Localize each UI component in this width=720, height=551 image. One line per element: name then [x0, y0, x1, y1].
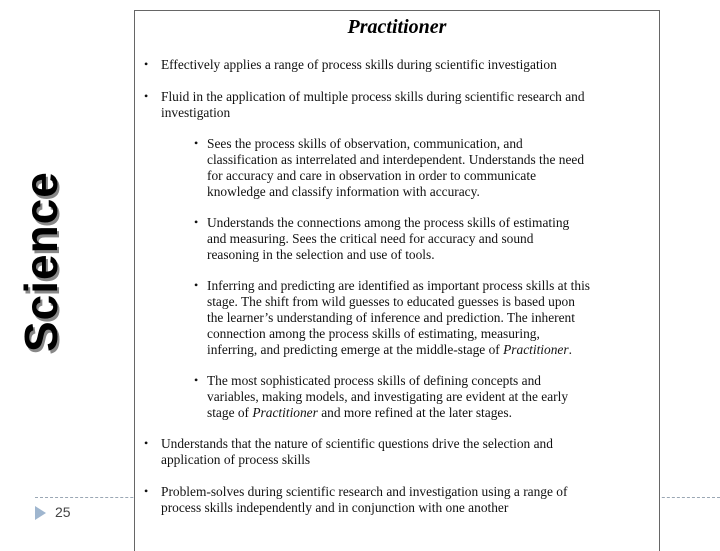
- text-line: variables, making models, and investigating are evident at the early: [207, 388, 569, 404]
- text-line: Inferring and predicting are identified as important process skills at this: [207, 278, 591, 293]
- bullet-item: [144, 89, 585, 121]
- text-segment: stage of: [207, 404, 253, 420]
- text-line: stage. The shift from wild guesses to educated guesses is based upon: [207, 293, 575, 309]
- text-line: Problem-solves during scientific research and investigation using a range of: [161, 484, 568, 499]
- sub-bullet-item: [194, 215, 570, 263]
- text-line: The most sophisticated process skills of defining concepts and: [207, 373, 541, 388]
- bullet-item: [144, 484, 568, 516]
- text-segment: inferring, and predicting emerge at the middle-stage of: [207, 341, 504, 357]
- text-line: [207, 342, 590, 358]
- bullet-item: [144, 57, 557, 73]
- text-line: Understands the connections among the process skills of estimating: [207, 215, 570, 230]
- text-line: classification as interrelated and interdependent. Understands the need: [207, 151, 585, 167]
- bullet-icon: •: [194, 373, 199, 387]
- bullet-icon: •: [144, 89, 149, 103]
- text-line: process skills independently and in conjunction with one another: [161, 499, 509, 515]
- sub-bullet-item: [194, 278, 591, 358]
- text-line: for accuracy and care in observation in order to communicate: [207, 167, 537, 183]
- slide-side-title: Science: [15, 171, 67, 352]
- emphasis-text: Practitioner: [503, 341, 569, 357]
- emphasis-text: Practitioner: [252, 404, 318, 420]
- text-line: Fluid in the application of multiple process skills during scientific research and: [161, 89, 585, 104]
- bullet-icon: •: [194, 136, 199, 150]
- bullet-icon: •: [194, 278, 199, 292]
- text-line: connection among the process skills of estimating, measuring,: [207, 325, 540, 341]
- sub-bullet-item: [194, 136, 585, 200]
- page-number: 25: [55, 504, 71, 520]
- text-line: reasoning in the selection and use of tools.: [207, 246, 435, 262]
- text-line: and measuring. Sees the critical need for accuracy and sound: [207, 230, 534, 246]
- sub-bullet-item: [194, 373, 569, 421]
- bullet-icon: •: [144, 57, 149, 71]
- text-line: the learner’s understanding of inference and prediction. The inherent: [207, 309, 575, 325]
- text-segment: .: [568, 341, 572, 357]
- bullet-icon: •: [144, 436, 149, 450]
- document-title: Practitioner: [347, 16, 447, 38]
- bullet-icon: •: [144, 484, 149, 498]
- triangle-bullet-icon: [35, 506, 46, 520]
- bullet-item: [144, 436, 553, 468]
- document-image: [134, 10, 660, 551]
- text-segment: and more refined at the later stages.: [317, 404, 512, 420]
- text-line: [207, 405, 568, 421]
- text-line: investigation: [161, 104, 231, 120]
- text-line: knowledge and classify information with accuracy.: [207, 183, 480, 199]
- text-line: application of process skills: [161, 451, 311, 467]
- text-line: Sees the process skills of observation, communication, and: [207, 136, 523, 151]
- text-line: Effectively applies a range of process skills during scientific investigation: [161, 57, 557, 72]
- bullet-icon: •: [194, 215, 199, 229]
- text-line: Understands that the nature of scientific questions drive the selection and: [161, 436, 553, 451]
